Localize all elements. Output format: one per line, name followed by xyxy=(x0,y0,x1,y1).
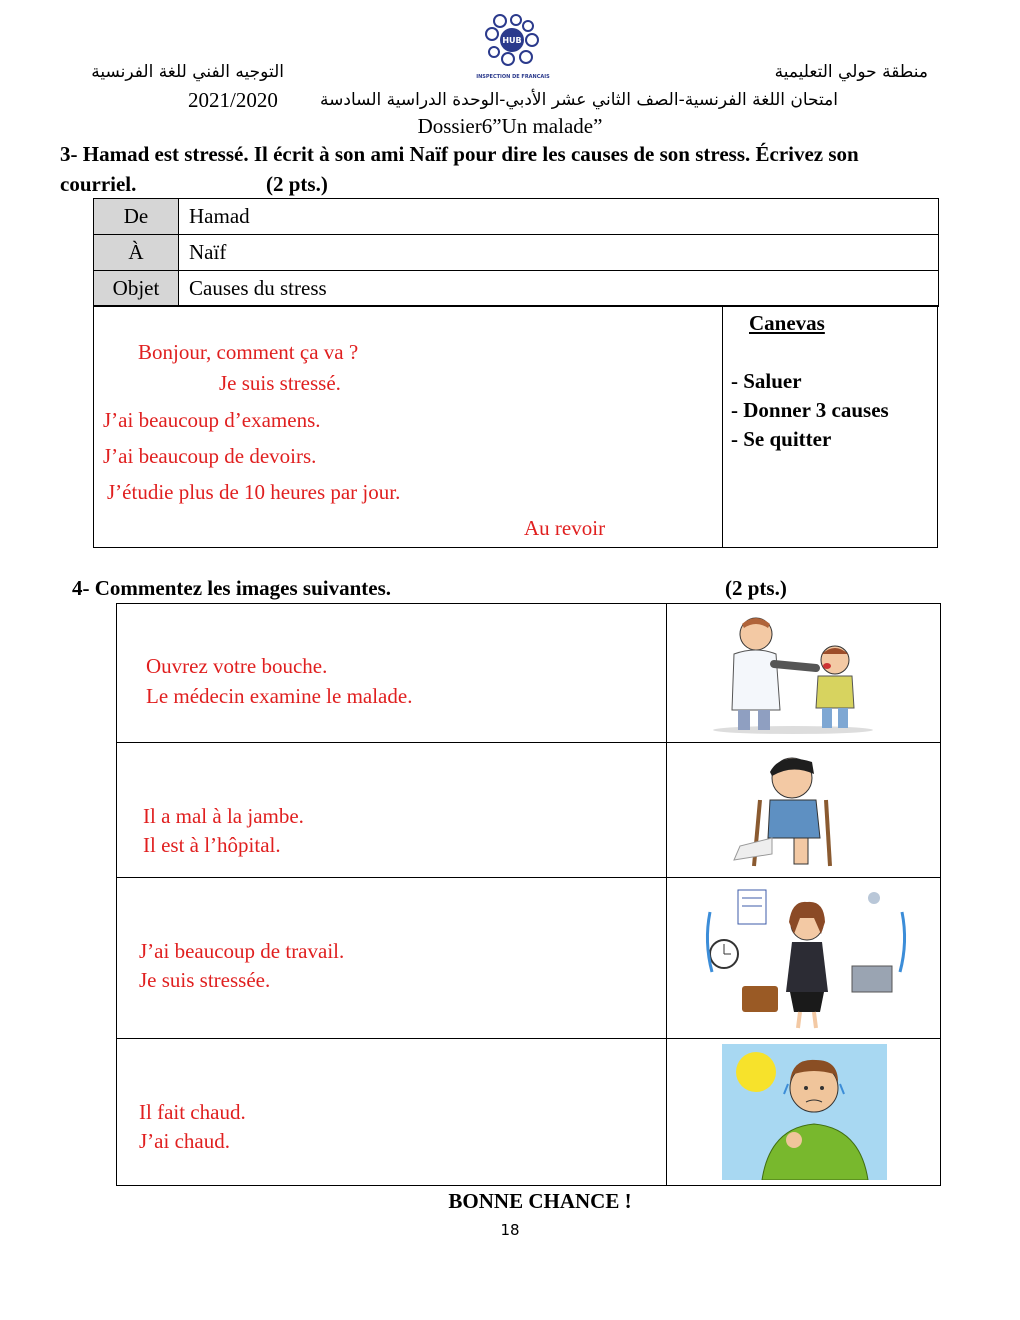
subject-value: Causes du stress xyxy=(179,271,939,307)
header-left: التوجيه الفني للغة الفرنسية xyxy=(91,62,284,82)
header-right: منطقة حولي التعليمية xyxy=(774,62,928,82)
subject-label: Objet xyxy=(94,271,179,307)
exam-line xyxy=(188,88,838,114)
email-subject-row xyxy=(94,271,939,307)
exam-year: 2021/2020 xyxy=(188,88,278,112)
man-hot-sun-image xyxy=(722,1044,887,1180)
page-number: 18 xyxy=(500,1221,520,1239)
email-body-box xyxy=(93,305,938,548)
logo-text: HUB xyxy=(502,36,522,45)
to-value: Naïf xyxy=(179,235,939,271)
email-line-stressed: Je suis stressé. xyxy=(219,371,341,395)
from-value: Hamad xyxy=(179,199,939,235)
image-comment-table xyxy=(116,603,941,1186)
row2-line1: Il a mal à la jambe. xyxy=(143,804,304,828)
stressed-busy-woman-image xyxy=(702,882,912,1032)
email-cause-2: J’ai beaucoup de devoirs. xyxy=(103,444,317,468)
to-label: À xyxy=(94,235,179,271)
email-to-row xyxy=(94,235,939,271)
row3-line2: Je suis stressée. xyxy=(139,968,271,992)
from-label: De xyxy=(94,199,179,235)
row3-line1: J’ai beaucoup de travail. xyxy=(139,939,345,963)
logo-subtitle: INSPECTION DE FRANCAIS xyxy=(476,74,550,80)
row4-line2: J’ai chaud. xyxy=(139,1129,230,1153)
row4-line1: Il fait chaud. xyxy=(139,1100,246,1124)
email-from-row xyxy=(94,199,939,235)
dossier-title: Dossier6”Un malade” xyxy=(417,114,603,138)
row2-line2: Il est à l’hôpital. xyxy=(143,833,281,857)
email-closing: Au revoir xyxy=(524,516,606,540)
doctor-examining-patient-image xyxy=(708,612,878,734)
row1-line1: Ouvrez votre bouche. xyxy=(146,654,328,678)
email-greeting: Bonjour, comment ça va ? xyxy=(138,340,359,364)
email-header-table xyxy=(93,198,939,307)
q4-title: 4- Commentez les images suivantes. xyxy=(72,576,392,600)
email-cause-1: J’ai beaucoup d’examens. xyxy=(103,408,321,432)
q4-points: (2 pts.) xyxy=(725,576,787,600)
q3-points: (2 pts.) xyxy=(266,172,328,196)
canevas-item-greet: - Saluer xyxy=(731,369,802,393)
email-cause-3: J’étudie plus de 10 heures par jour. xyxy=(107,480,401,504)
closing-text: BONNE CHANCE ! xyxy=(448,1189,632,1213)
row1-line2: Le médecin examine le malade. xyxy=(146,684,413,708)
exam-title: امتحان اللغة الفرنسية-الصف الثاني عشر الأدبي-الوحدة الدراسية السادسة xyxy=(320,90,838,110)
boy-on-crutches-image xyxy=(720,748,870,872)
canevas-title: Canevas xyxy=(749,311,825,335)
q3-title: 3- Hamad est stressé. Il écrit à son ami Naïf pour dire les causes de son stress. Écrivez son xyxy=(60,142,859,166)
logo xyxy=(470,12,556,82)
q3-title-line2: courriel. xyxy=(60,172,137,196)
canevas-item-causes: - Donner 3 causes xyxy=(731,398,889,422)
canevas-item-quit: - Se quitter xyxy=(731,427,832,451)
